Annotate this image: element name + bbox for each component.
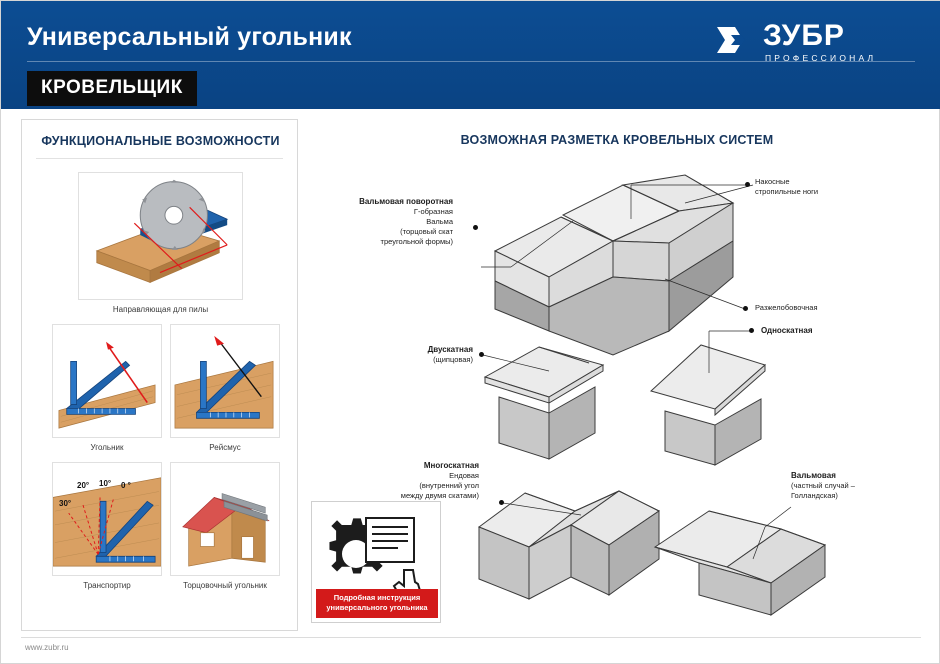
house-illustration <box>171 463 279 575</box>
annotation-line-2: Вальма <box>426 217 453 226</box>
feature-caption-saw-guide: Направляющая для пилы <box>112 305 209 314</box>
feature-image-marking-gauge <box>170 324 280 438</box>
annotation-title-dvuskatnaya: Двускатная <box>427 345 473 354</box>
product-line-badge: КРОВЕЛЬЩИК <box>27 71 197 106</box>
feature-image-protractor <box>52 462 162 576</box>
feature-caption-protractor: Транспортир <box>83 581 131 590</box>
feature-caption-square: Угольник <box>90 443 124 452</box>
leader-dot-valmovaya-povorotnaya <box>473 225 478 230</box>
protractor-angle-10: 10° <box>99 479 112 488</box>
leader-dot-odnoskatnaya <box>749 328 754 333</box>
feature-image-saw-guide <box>78 172 243 300</box>
brand-subtitle: ПРОФЕССИОНАЛ <box>765 53 877 63</box>
annotation-line-2: стропильные ноги <box>755 187 819 196</box>
annotation-title-valmovaya-povorotnaya: Вальмовая поворотная <box>359 197 453 206</box>
marking-gauge-illustration <box>171 325 279 437</box>
annotation-line-1: Накосные <box>755 177 790 186</box>
annotation-line-1: (щипцовая) <box>433 355 473 364</box>
protractor-angle-20: 20° <box>77 481 90 490</box>
annotation-valmovaya-povorotnaya <box>333 197 453 247</box>
features-panel <box>21 119 298 631</box>
leader-dot-nakosnye <box>745 182 750 187</box>
annotation-odnoskatnaya <box>761 326 881 336</box>
annotation-title-mnogoskatnaya: Многоскатная <box>423 461 479 470</box>
annotation-mnogoskatnaya <box>363 461 479 501</box>
features-panel-title: ФУНКЦИОНАЛЬНЫЕ ВОЗМОЖНОСТИ <box>41 134 280 148</box>
annotation-line-2: (внутренний угол <box>419 481 479 490</box>
footer-url[interactable]: www.zubr.ru <box>25 643 69 652</box>
annotation-title-odnoskatnaya: Односкатная <box>761 326 813 335</box>
saw-guide-illustration <box>79 173 242 299</box>
features-panel-divider <box>36 158 283 159</box>
feature-image-end-square <box>170 462 280 576</box>
leader-dot-dvuskatnaya <box>479 352 484 357</box>
feature-caption-marking-gauge: Рейсмус <box>209 443 241 452</box>
feature-card-saw-guide <box>78 172 243 314</box>
roof-layout-title: ВОЗМОЖНАЯ РАЗМЕТКА КРОВЕЛЬНЫХ СИСТЕМ <box>460 133 774 147</box>
annotation-line-1: Г-образная <box>413 207 453 216</box>
leader-dot-razzhelobovochnaya <box>743 306 748 311</box>
feature-caption-end-square: Торцовочный угольник <box>183 581 267 590</box>
annotation-line-1: Разжелобовочная <box>755 303 818 312</box>
annotation-line-3: между двумя скатами) <box>400 491 479 500</box>
feature-card-square <box>52 324 162 452</box>
header-bar <box>1 1 940 109</box>
instruction-cta-line1: Подробная инструкция <box>333 593 421 602</box>
brand-name: ЗУБР <box>763 19 845 52</box>
footer-divider <box>21 637 921 638</box>
annotation-dvuskatnaya <box>373 345 473 365</box>
annotation-razzhelobovochnaya <box>755 303 885 313</box>
instruction-cta-label[interactable] <box>316 589 438 618</box>
instruction-cta-card[interactable] <box>311 501 441 623</box>
annotation-title-valmovaya: Вальмовая <box>791 471 836 480</box>
annotation-line-4: треугольной формы) <box>380 237 453 246</box>
feature-card-end-square <box>170 462 280 590</box>
leader-dot-mnogoskatnaya <box>499 500 504 505</box>
annotation-line-3: (торцовый скат <box>400 227 453 236</box>
zubr-arrow-icon <box>715 23 755 57</box>
page-title: Универсальный угольник <box>27 23 352 51</box>
square-illustration <box>53 325 161 437</box>
brand-logo <box>715 19 915 73</box>
feature-image-square <box>52 324 162 438</box>
annotation-valmovaya <box>791 471 911 501</box>
annotation-line-2: Голландская) <box>791 491 838 500</box>
protractor-angle-0: 0 ° <box>121 481 131 490</box>
annotation-line-1: Ендовая <box>449 471 479 480</box>
feature-card-marking-gauge <box>170 324 280 452</box>
annotation-nakosnye-stropilnye-nogi <box>755 177 885 197</box>
instruction-cta-line2: универсального угольника <box>326 603 428 612</box>
protractor-angle-30: 30° <box>59 499 72 508</box>
annotation-line-1: (частный случай – <box>791 481 855 490</box>
feature-card-protractor <box>52 462 162 590</box>
